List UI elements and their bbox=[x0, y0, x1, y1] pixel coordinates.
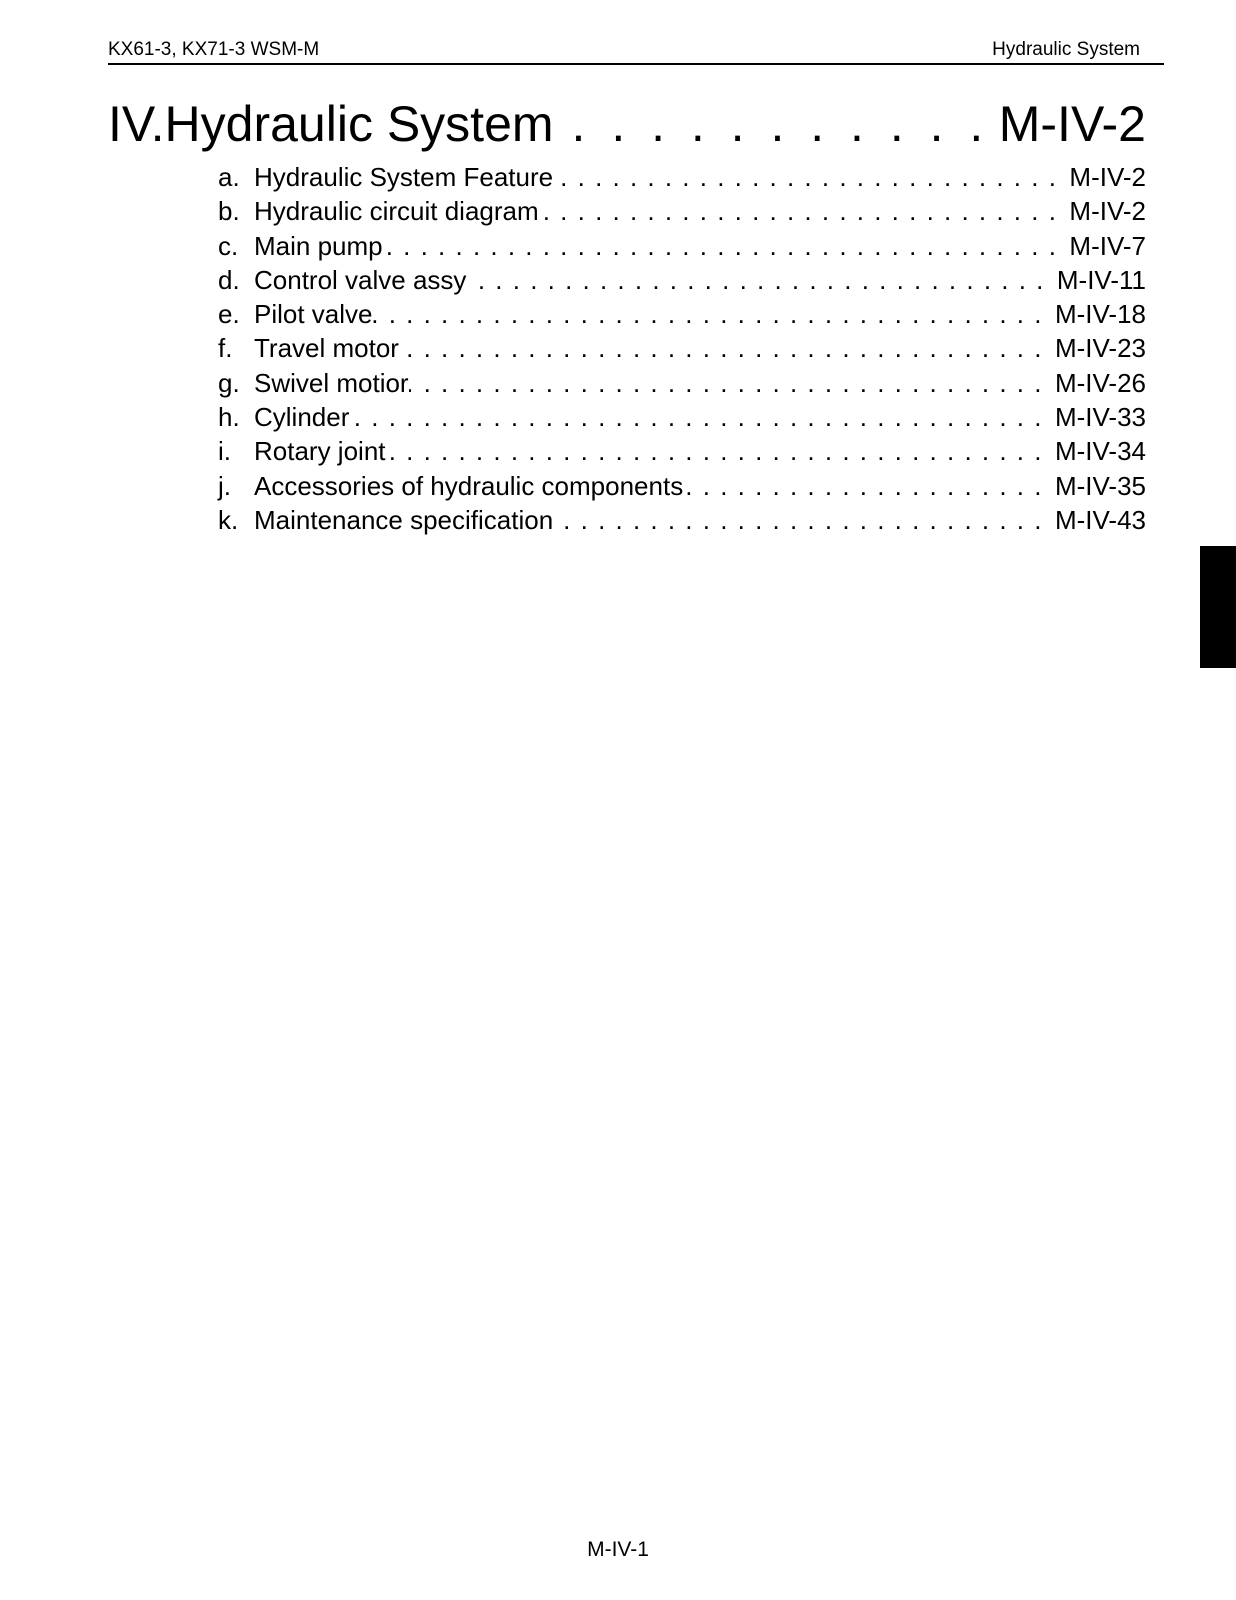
toc-entry-title: Rotary joint bbox=[254, 436, 386, 467]
toc-entry-title: Pilot valve bbox=[254, 299, 373, 330]
dot-leader bbox=[349, 400, 1043, 434]
toc-entry-title: Hydraulic System Feature bbox=[254, 162, 554, 192]
toc-entry-travel-motor[interactable] bbox=[218, 331, 1146, 365]
toc-entry-title: Swivel motior bbox=[254, 367, 409, 398]
page-number: M-IV-1 bbox=[587, 1538, 649, 1561]
toc-entry-page: M-IV-11 bbox=[1056, 264, 1146, 295]
dot-leader bbox=[399, 331, 1043, 365]
toc-entry-page: M-IV-7 bbox=[1069, 230, 1146, 261]
dot-leader bbox=[386, 434, 1043, 468]
dot-leader bbox=[554, 92, 987, 156]
toc-entry-swivel-motor[interactable] bbox=[218, 366, 1146, 400]
toc-entry-title: Hydraulic circuit diagram bbox=[254, 196, 539, 227]
toc-entry-page: M-IV-2 bbox=[1069, 162, 1146, 192]
table-of-contents bbox=[218, 160, 1146, 537]
toc-entry-main-pump[interactable] bbox=[218, 229, 1146, 263]
dot-leader bbox=[553, 503, 1043, 537]
dot-leader bbox=[383, 229, 1058, 263]
toc-entry-page: M-IV-43 bbox=[1054, 504, 1146, 535]
toc-entry-page: M-IV-26 bbox=[1054, 367, 1146, 398]
toc-entry-letter: i. bbox=[218, 436, 231, 467]
dot-leader bbox=[539, 194, 1058, 228]
toc-entry-letter: h. bbox=[218, 402, 240, 433]
dot-leader bbox=[466, 263, 1044, 297]
toc-entry-title: Travel motor bbox=[254, 333, 399, 364]
running-header bbox=[108, 36, 1164, 65]
dot-leader bbox=[373, 297, 1043, 331]
toc-entry-hydraulic-circuit-diagram[interactable] bbox=[218, 194, 1146, 228]
chapter-heading[interactable] bbox=[108, 92, 1146, 156]
toc-entry-letter: f. bbox=[218, 333, 233, 364]
dot-leader bbox=[553, 160, 1057, 194]
toc-entry-letter: d. bbox=[218, 264, 240, 295]
dot-leader bbox=[409, 366, 1043, 400]
toc-entry-title: Accessories of hydraulic components bbox=[254, 470, 684, 501]
toc-entry-letter: j. bbox=[218, 470, 231, 501]
toc-entry-pilot-valve[interactable] bbox=[218, 297, 1146, 331]
header-section-title: Hydraulic System bbox=[992, 39, 1140, 60]
section-thumb-tab bbox=[1200, 546, 1236, 668]
toc-entry-title: Maintenance specification bbox=[254, 504, 554, 535]
toc-entry-maintenance-specification[interactable] bbox=[218, 503, 1146, 537]
toc-entry-letter: c. bbox=[218, 230, 239, 261]
toc-entry-title: Control valve assy bbox=[254, 264, 467, 295]
toc-entry-page: M-IV-2 bbox=[1069, 196, 1146, 227]
toc-entry-page: M-IV-33 bbox=[1054, 402, 1146, 433]
toc-entry-title: Cylinder bbox=[254, 402, 350, 433]
header-manual-code: KX61-3, KX71-3 WSM-M bbox=[108, 39, 320, 60]
toc-entry-letter: g. bbox=[218, 367, 240, 398]
toc-entry-title: Main pump bbox=[254, 230, 383, 261]
toc-entry-page: M-IV-34 bbox=[1054, 436, 1146, 467]
toc-entry-letter: b. bbox=[218, 196, 240, 227]
toc-entry-control-valve-assy[interactable] bbox=[218, 263, 1146, 297]
chapter-page-ref: M-IV-2 bbox=[998, 96, 1146, 152]
dot-leader bbox=[683, 469, 1043, 503]
toc-entry-letter: a. bbox=[218, 162, 240, 192]
toc-entry-accessories[interactable] bbox=[218, 469, 1146, 503]
toc-entry-page: M-IV-35 bbox=[1054, 470, 1146, 501]
toc-entry-letter: e. bbox=[218, 299, 240, 330]
toc-entry-page: M-IV-18 bbox=[1054, 299, 1146, 330]
toc-entry-hydraulic-system-feature[interactable] bbox=[218, 160, 1146, 194]
toc-entry-letter: k. bbox=[218, 504, 239, 535]
chapter-title: IV.Hydraulic System bbox=[108, 96, 554, 152]
toc-entry-cylinder[interactable] bbox=[218, 400, 1146, 434]
toc-entry-page: M-IV-23 bbox=[1054, 333, 1146, 364]
toc-entry-rotary-joint[interactable] bbox=[218, 434, 1146, 468]
